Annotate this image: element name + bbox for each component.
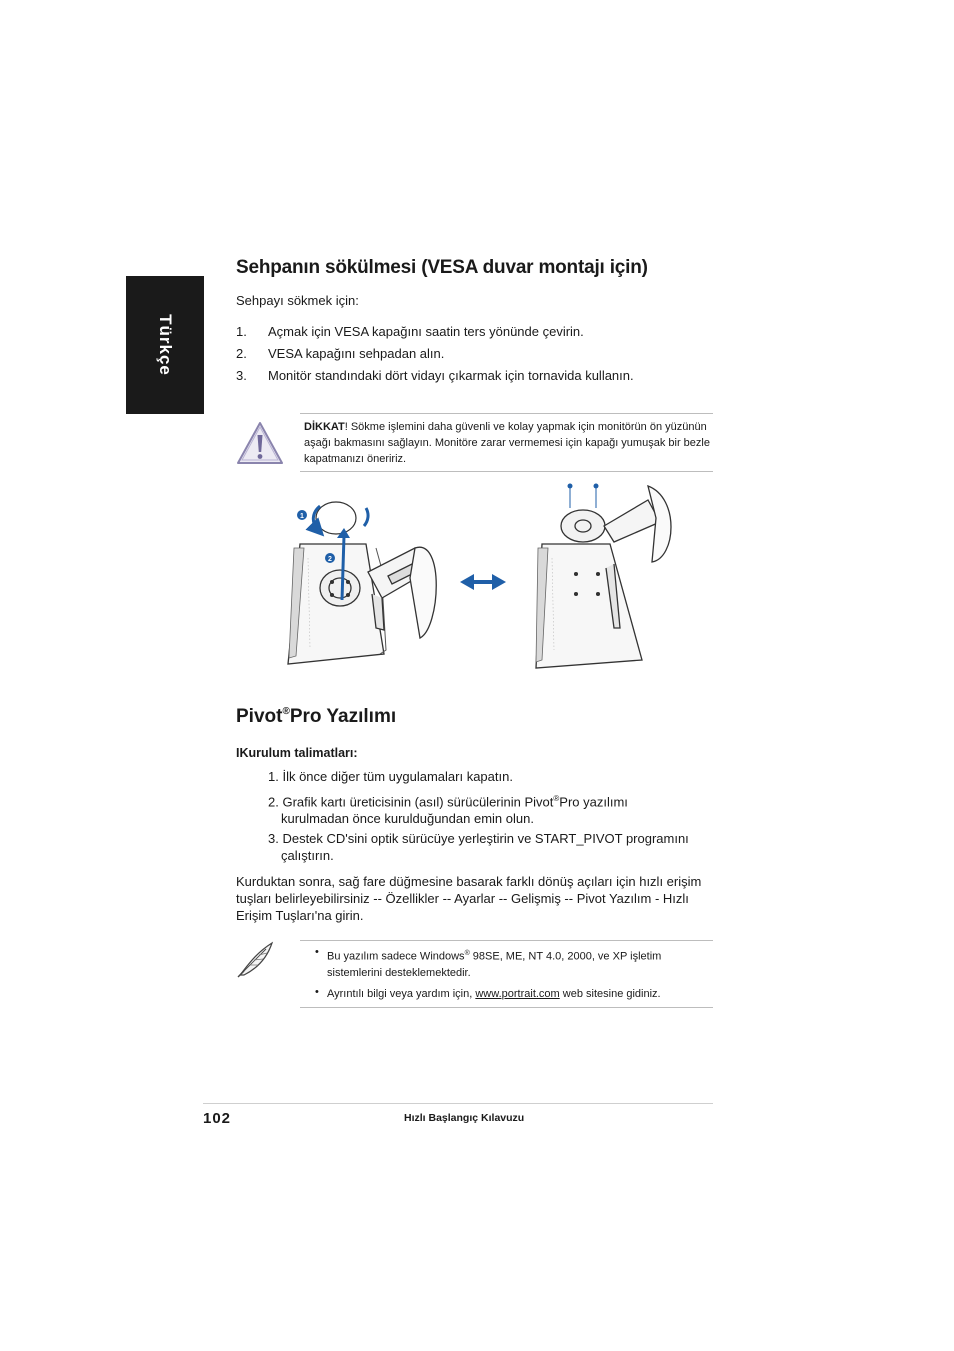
step-1-marker <box>297 510 307 520</box>
install-step-3: 3. Destek CD'sini optik sürücüye yerleştirin ve START_PIVOT programını çalıştırın. <box>268 831 689 863</box>
step-2-label: 2 <box>328 556 332 563</box>
page-number: 102 <box>203 1110 232 1127</box>
caution-label: DİKKAT <box>304 421 345 433</box>
note-os-support: Bu yazılım sadece Windows® 98SE, ME, NT 4.0, 2000, ve XP işletim sistemlerini desteklemektedir. <box>327 950 662 979</box>
section-title-pivot-pro: Pivot®Pro Yazılımı <box>236 706 397 727</box>
install-subheading: IKurulum talimatları: <box>236 746 358 760</box>
monitor-left-drawing <box>288 544 436 664</box>
footer-title: Hızlı Başlangıç Kılavuzu <box>404 1112 525 1124</box>
install-step-1: 1. İlk önce diğer tüm uygulamaları kapatın. <box>268 769 513 784</box>
footer-rule <box>203 1103 713 1104</box>
monitor-right-drawing <box>536 484 671 669</box>
language-tab <box>126 276 204 414</box>
caution-bottom-rule <box>300 471 713 472</box>
caution-text <box>304 419 712 467</box>
feather-note-icon <box>236 939 276 979</box>
step-text: Açmak için VESA kapağını saatin ters yönünde çevirin. <box>268 324 584 339</box>
intro-text: Sehpayı sökmek için: <box>236 293 359 308</box>
language-tab-label: Türkçe <box>156 314 175 376</box>
step-1-label: 1 <box>300 513 304 520</box>
warning-icon <box>236 421 284 465</box>
step-text: Monitör standındaki dört vidayı çıkarmak için tornavida kullanın. <box>268 368 634 383</box>
hotkey-paragraph: Kurduktan sonra, sağ fare düğmesine basarak farklı dönüş açıları için hızlı erişim tuşları belirleyebilirsiniz -- Özellikler -- Ayarlar -- Gelişmiş -- Pivot Yazılım - Hızlı Erişim Tuşları'na girin. <box>236 874 702 923</box>
caution-top-rule <box>300 413 713 414</box>
caution-body: ! Sökme işlemini daha güvenli ve kolay yapmak için monitörün ön yüzünün aşağı bakmasını sağlayın. Monitöre zarar vermemesi için kapağı yumuşak bir bezle kapatmanızı öneririz. <box>304 421 710 465</box>
note-website: Ayrıntılı bilgi veya yardım için, www.portrait.com web sitesine gidiniz. <box>327 988 661 1000</box>
stand-removal-illustration <box>280 478 680 673</box>
step-2-marker <box>325 553 335 563</box>
double-arrow-icon <box>460 574 506 590</box>
step-number: 2. <box>236 346 247 361</box>
portrait-website-link[interactable]: www.portrait.com <box>475 988 560 1000</box>
note-bullet: • <box>315 986 319 998</box>
step-number: 3. <box>236 368 247 383</box>
step-number: 1. <box>236 324 247 339</box>
section-title-stand-removal: Sehpanın sökülmesi (VESA duvar montajı için) <box>236 257 648 278</box>
note-bottom-rule <box>300 1007 713 1008</box>
note-top-rule <box>300 940 713 941</box>
note-bullet: • <box>315 946 319 958</box>
install-step-2: 2. Grafik kartı üreticisinin (asıl) sürücülerinin Pivot®Pro yazılımı kurulmadan önce kurulduğundan emin olun. <box>268 794 628 827</box>
step-text: VESA kapağını sehpadan alın. <box>268 346 445 361</box>
